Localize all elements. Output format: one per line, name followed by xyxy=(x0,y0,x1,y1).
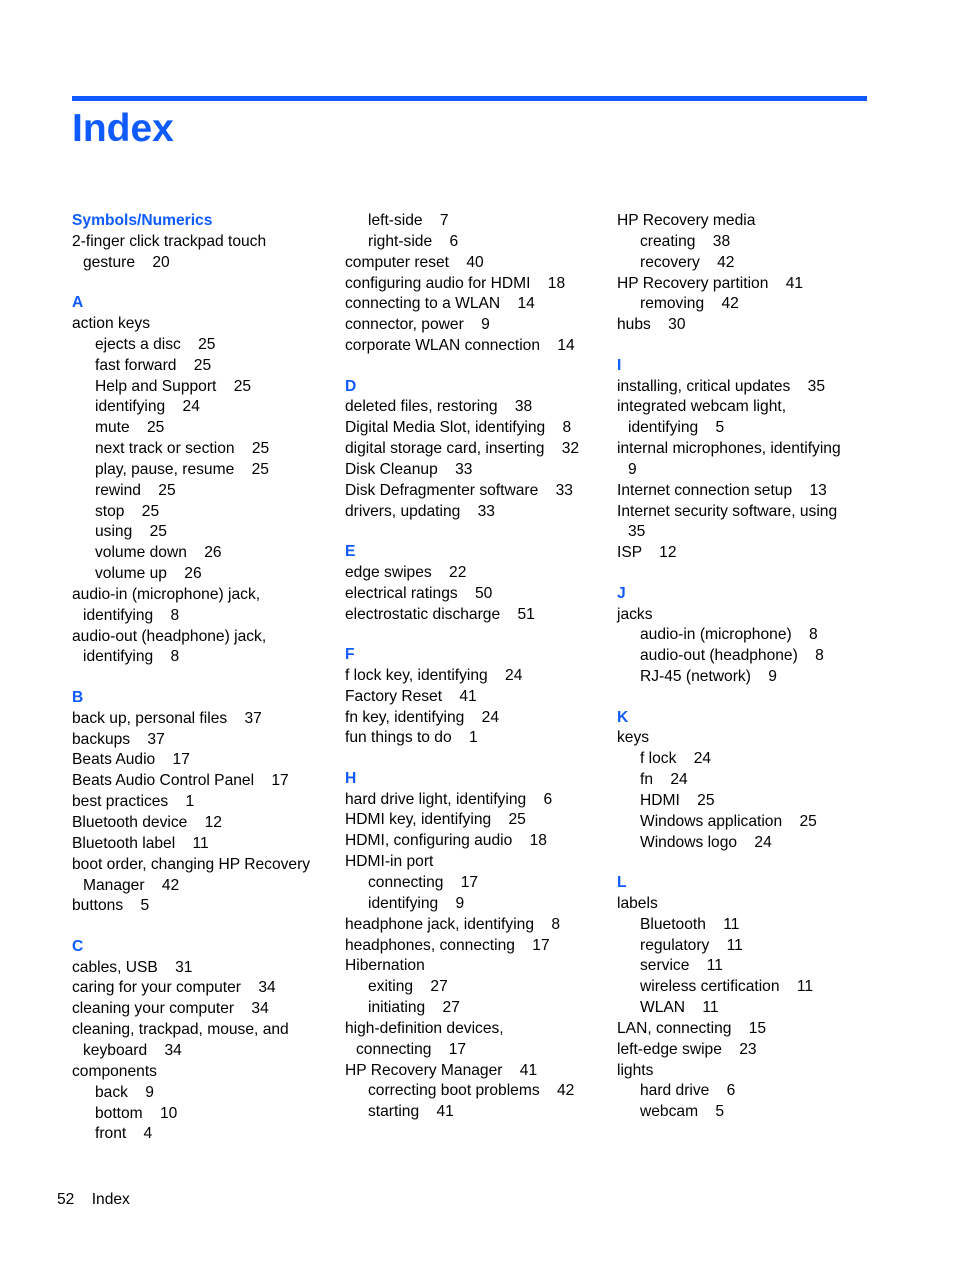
index-subentry: audio-out (headphone) 8 xyxy=(640,647,824,665)
index-entry: audio-out (headphone) jack, xyxy=(72,627,267,645)
index-subentry: Help and Support 25 xyxy=(95,377,252,395)
index-subentry: right-side 6 xyxy=(368,232,459,250)
page-title: Index xyxy=(72,107,174,150)
index-subentry: Windows logo 24 xyxy=(640,833,772,851)
index-subentry: identifying 24 xyxy=(95,398,200,416)
index-entry: drivers, updating 33 xyxy=(345,502,495,520)
index-entry-continuation: keyboard 34 xyxy=(83,1042,182,1059)
letter-heading: Symbols/Numerics xyxy=(72,212,213,229)
index-subentry: audio-in (microphone) 8 xyxy=(640,626,818,644)
index-subentry: RJ-45 (network) 9 xyxy=(640,668,777,686)
index-subentry: mute 25 xyxy=(95,419,165,437)
letter-gap xyxy=(345,522,607,542)
index-subentry: identifying 9 xyxy=(368,894,465,912)
index-entry: best practices 1 xyxy=(72,793,195,811)
index-entry: high-definition devices, xyxy=(345,1019,504,1037)
index-entry: headphones, connecting 17 xyxy=(345,936,550,954)
letter-heading: E xyxy=(345,543,356,560)
letter-heading: L xyxy=(617,874,627,891)
index-entry: computer reset 40 xyxy=(345,253,484,271)
index-entry: internal microphones, identifying xyxy=(617,440,841,458)
index-subentry: back 9 xyxy=(95,1083,154,1101)
index-subentry: bottom 10 xyxy=(95,1104,178,1122)
letter-heading: H xyxy=(345,769,357,787)
index-entry-continuation: identifying 8 xyxy=(83,648,180,666)
index-entry: Factory Reset 41 xyxy=(345,687,477,705)
index-entry-continuation: Manager 42 xyxy=(83,876,180,894)
index-subentry: rewind 25 xyxy=(95,481,176,499)
index-subentry: left-side 7 xyxy=(368,212,449,229)
index-entry: electrical ratings 50 xyxy=(345,584,493,602)
header-rule xyxy=(72,96,867,101)
index-entry: cleaning your computer 34 xyxy=(72,1000,269,1018)
index-entry: ISP 12 xyxy=(617,544,677,562)
index-entry: Beats Audio 17 xyxy=(72,751,190,769)
index-subentry: removing 42 xyxy=(640,295,739,313)
index-entry: HDMI, configuring audio 18 xyxy=(345,832,547,850)
letter-heading: B xyxy=(72,688,84,706)
index-subentry: recovery 42 xyxy=(640,253,735,271)
index-subentry: ejects a disc 25 xyxy=(95,335,216,353)
index-subentry: Windows application 25 xyxy=(640,812,817,830)
index-entry: integrated webcam light, xyxy=(617,398,787,416)
footer-section: Index xyxy=(91,1191,130,1208)
index-entry-continuation: identifying 5 xyxy=(628,419,725,437)
index-entry-continuation: gesture 20 xyxy=(83,253,170,271)
letter-gap xyxy=(345,357,607,377)
index-entry: back up, personal files 37 xyxy=(72,709,262,727)
letter-gap xyxy=(345,625,607,645)
index-entry: Beats Audio Control Panel 17 xyxy=(72,772,289,790)
index-subentry: correcting boot problems 42 xyxy=(368,1082,575,1100)
index-entry: Internet connection setup 13 xyxy=(617,481,827,499)
index-entry-continuation: identifying 8 xyxy=(83,606,180,624)
index-entry: HDMI-in port xyxy=(345,853,434,871)
index-subentry: service 11 xyxy=(640,957,723,975)
index-entry: electrostatic discharge 51 xyxy=(345,605,535,623)
index-entry: caring for your computer 34 xyxy=(72,979,276,997)
index-entry: lights xyxy=(617,1061,654,1079)
index-entry-continuation: connecting 17 xyxy=(356,1040,467,1058)
index-entry: audio-in (microphone) jack, xyxy=(72,585,261,603)
index-subentry: fn 24 xyxy=(640,771,688,789)
index-subentry: exiting 27 xyxy=(368,978,448,996)
index-entry: deleted files, restoring 38 xyxy=(345,398,533,416)
index-subentry: wireless certification 11 xyxy=(640,978,814,996)
index-subentry: initiating 27 xyxy=(368,999,460,1017)
index-entry: buttons 5 xyxy=(72,897,150,915)
index-column-1 xyxy=(72,211,334,1145)
index-entry: jacks xyxy=(617,605,653,623)
letter-gap xyxy=(617,336,879,356)
index-entry: hubs 30 xyxy=(617,316,686,334)
index-subentry: hard drive 6 xyxy=(640,1082,736,1100)
letter-heading: I xyxy=(617,356,622,374)
index-subentry: fast forward 25 xyxy=(95,356,212,374)
index-entry: cables, USB 31 xyxy=(72,958,193,976)
index-entry: fun things to do 1 xyxy=(345,729,478,747)
index-entry: labels xyxy=(617,894,658,912)
index-entry-continuation: 35 xyxy=(628,523,646,541)
letter-heading: A xyxy=(72,294,84,312)
index-entry: Bluetooth label 11 xyxy=(72,834,209,852)
letter-heading: K xyxy=(617,708,629,726)
index-subentry: WLAN 11 xyxy=(640,999,719,1017)
index-subentry: HDMI 25 xyxy=(640,791,715,809)
index-column-2 xyxy=(345,211,607,1123)
index-entry-continuation: 9 xyxy=(628,460,637,478)
page-footer xyxy=(57,1191,130,1209)
index-entry: Disk Defragmenter software 33 xyxy=(345,481,573,499)
index-entry: digital storage card, inserting 32 xyxy=(345,440,580,458)
index-column-3 xyxy=(617,211,879,1123)
index-entry: fn key, identifying 24 xyxy=(345,708,500,726)
index-entry: action keys xyxy=(72,314,151,332)
index-entry: Disk Cleanup 33 xyxy=(345,460,473,478)
index-entry: left-edge swipe 23 xyxy=(617,1040,757,1058)
index-subentry: play, pause, resume 25 xyxy=(95,460,269,478)
index-entry: connector, power 9 xyxy=(345,316,490,334)
index-subentry: volume up 26 xyxy=(95,565,202,583)
letter-gap xyxy=(617,853,879,873)
index-entry: backups 37 xyxy=(72,730,165,748)
index-entry: HDMI key, identifying 25 xyxy=(345,811,526,829)
page-number: 52 xyxy=(57,1191,75,1208)
index-entry: connecting to a WLAN 14 xyxy=(345,295,535,313)
index-entry: HP Recovery Manager 41 xyxy=(345,1061,538,1079)
index-subentry: webcam 5 xyxy=(640,1103,725,1121)
index-entry: boot order, changing HP Recovery xyxy=(72,855,311,873)
index-subentry: connecting 17 xyxy=(368,874,479,891)
letter-gap xyxy=(617,564,879,584)
index-entry: keys xyxy=(617,729,650,747)
index-entry: configuring audio for HDMI 18 xyxy=(345,274,566,292)
index-subentry: f lock 24 xyxy=(640,750,712,768)
index-entry: f lock key, identifying 24 xyxy=(345,666,523,684)
index-entry: Digital Media Slot, identifying 8 xyxy=(345,419,572,437)
index-entry: installing, critical updates 35 xyxy=(617,377,826,395)
index-entry: headphone jack, identifying 8 xyxy=(345,915,561,933)
letter-heading: D xyxy=(345,377,357,395)
letter-heading: C xyxy=(72,937,84,955)
index-subentry: starting 41 xyxy=(368,1103,454,1121)
index-subentry: front 4 xyxy=(95,1125,153,1143)
letter-gap xyxy=(345,749,607,769)
index-subentry: Bluetooth 11 xyxy=(640,915,740,933)
index-entry: HP Recovery partition 41 xyxy=(617,274,804,292)
index-entry: hard drive light, identifying 6 xyxy=(345,790,553,808)
index-subentry: volume down 26 xyxy=(95,544,222,562)
index-entry: 2-finger click trackpad touch xyxy=(72,232,267,250)
index-entry: edge swipes 22 xyxy=(345,563,467,581)
index-subentry: stop 25 xyxy=(95,502,160,520)
index-entry: Hibernation xyxy=(345,957,425,975)
letter-heading: F xyxy=(345,645,355,663)
letter-gap xyxy=(72,274,334,294)
index-entry: cleaning, trackpad, mouse, and xyxy=(72,1021,289,1039)
letter-gap xyxy=(617,688,879,708)
index-subentry: regulatory 11 xyxy=(640,936,743,954)
index-entry: corporate WLAN connection 14 xyxy=(345,337,575,355)
index-entry: LAN, connecting 15 xyxy=(617,1019,767,1037)
letter-gap xyxy=(72,917,334,937)
index-subentry: next track or section 25 xyxy=(95,440,270,458)
index-entry: HP Recovery media xyxy=(617,212,756,229)
index-subentry: using 25 xyxy=(95,523,167,541)
index-entry: components xyxy=(72,1062,157,1080)
index-subentry: creating 38 xyxy=(640,232,731,250)
index-entry: Internet security software, using xyxy=(617,502,838,520)
letter-gap xyxy=(72,668,334,688)
index-entry: Bluetooth device 12 xyxy=(72,813,222,831)
letter-heading: J xyxy=(617,584,626,602)
